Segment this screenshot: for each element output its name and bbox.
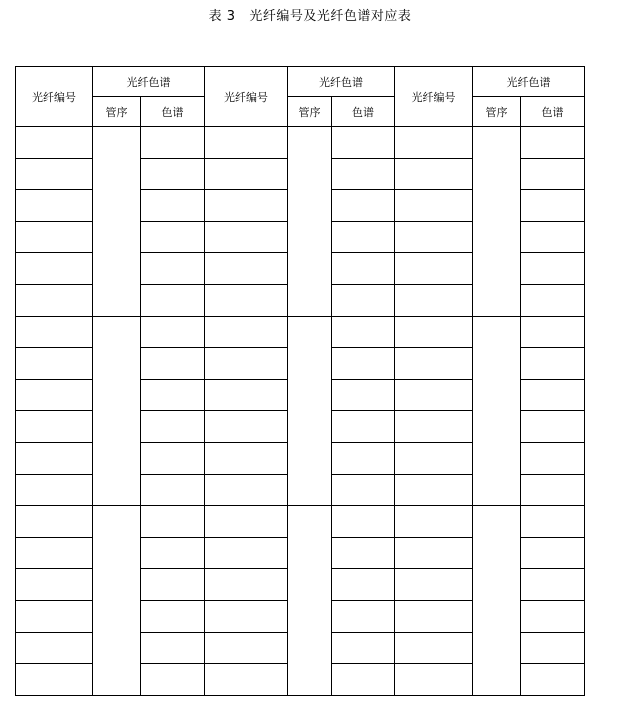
color-cell: [521, 284, 585, 316]
header-tube-order: 管序: [288, 97, 332, 127]
header-row-sub: [16, 97, 585, 127]
color-cell: [521, 348, 585, 380]
table-row: [16, 506, 585, 538]
color-cell: [141, 442, 205, 474]
color-cell: [332, 442, 395, 474]
tube-order-cell: [288, 506, 332, 696]
color-cell: [332, 190, 395, 222]
fiber-number-cell: [205, 664, 288, 696]
tube-order-cell: [473, 127, 521, 317]
fiber-number-cell: [395, 411, 473, 443]
color-cell: [521, 221, 585, 253]
header-fiber-color-code: 光纤色谱: [288, 67, 395, 97]
color-cell: [332, 348, 395, 380]
color-cell: [141, 664, 205, 696]
fiber-number-cell: [395, 316, 473, 348]
fiber-number-cell: [16, 379, 93, 411]
fiber-number-cell: [205, 127, 288, 159]
fiber-number-cell: [205, 316, 288, 348]
tube-order-cell: [473, 316, 521, 506]
color-cell: [521, 127, 585, 159]
color-cell: [141, 537, 205, 569]
color-cell: [521, 632, 585, 664]
fiber-number-cell: [205, 442, 288, 474]
fiber-number-cell: [395, 284, 473, 316]
color-cell: [521, 664, 585, 696]
color-cell: [521, 379, 585, 411]
table-row: [16, 316, 585, 348]
tube-order-cell: [288, 127, 332, 317]
color-cell: [521, 190, 585, 222]
color-cell: [521, 442, 585, 474]
color-cell: [332, 569, 395, 601]
color-cell: [521, 316, 585, 348]
color-cell: [521, 600, 585, 632]
fiber-number-cell: [16, 506, 93, 538]
fiber-number-cell: [205, 158, 288, 190]
fiber-number-cell: [16, 600, 93, 632]
fiber-number-cell: [16, 190, 93, 222]
fiber-number-cell: [395, 253, 473, 285]
fiber-number-cell: [395, 379, 473, 411]
fiber-number-cell: [205, 253, 288, 285]
fiber-number-cell: [205, 221, 288, 253]
color-cell: [332, 664, 395, 696]
color-cell: [521, 569, 585, 601]
color-cell: [332, 316, 395, 348]
fiber-number-cell: [395, 442, 473, 474]
color-cell: [332, 632, 395, 664]
color-cell: [521, 474, 585, 506]
color-cell: [141, 158, 205, 190]
header-color: 色谱: [332, 97, 395, 127]
color-cell: [521, 253, 585, 285]
header-color: 色谱: [521, 97, 585, 127]
fiber-number-cell: [395, 537, 473, 569]
fiber-number-cell: [205, 569, 288, 601]
fiber-number-cell: [16, 348, 93, 380]
header-fiber-number: 光纤编号: [395, 67, 473, 127]
fiber-number-cell: [205, 379, 288, 411]
fiber-number-cell: [395, 664, 473, 696]
tube-order-cell: [93, 127, 141, 317]
color-cell: [141, 348, 205, 380]
color-cell: [141, 379, 205, 411]
fiber-number-cell: [16, 316, 93, 348]
color-cell: [332, 411, 395, 443]
fiber-number-cell: [395, 474, 473, 506]
fiber-number-cell: [16, 284, 93, 316]
table-row: [16, 127, 585, 159]
fiber-number-cell: [205, 411, 288, 443]
header-fiber-color-code: 光纤色谱: [473, 67, 585, 97]
color-cell: [141, 474, 205, 506]
tube-order-cell: [93, 316, 141, 506]
color-cell: [141, 253, 205, 285]
color-cell: [332, 379, 395, 411]
header-row-top: [16, 67, 585, 97]
fiber-number-cell: [395, 190, 473, 222]
color-cell: [332, 506, 395, 538]
fiber-number-cell: [395, 348, 473, 380]
color-cell: [332, 600, 395, 632]
color-cell: [141, 569, 205, 601]
tube-order-cell: [288, 316, 332, 506]
header-fiber-number: 光纤编号: [16, 67, 93, 127]
fiber-number-cell: [395, 632, 473, 664]
tube-order-cell: [93, 506, 141, 696]
fiber-number-cell: [395, 506, 473, 538]
header-tube-order: 管序: [473, 97, 521, 127]
color-cell: [332, 158, 395, 190]
fiber-number-cell: [395, 158, 473, 190]
color-cell: [332, 474, 395, 506]
fiber-number-cell: [16, 253, 93, 285]
fiber-number-cell: [395, 600, 473, 632]
fiber-number-cell: [16, 474, 93, 506]
fiber-number-cell: [16, 411, 93, 443]
fiber-number-cell: [205, 537, 288, 569]
fiber-number-cell: [16, 664, 93, 696]
color-cell: [521, 506, 585, 538]
fiber-number-cell: [205, 284, 288, 316]
color-cell: [141, 284, 205, 316]
color-cell: [141, 506, 205, 538]
header-fiber-color-code: 光纤色谱: [93, 67, 205, 97]
fiber-number-cell: [395, 569, 473, 601]
header-fiber-number: 光纤编号: [205, 67, 288, 127]
fiber-number-cell: [16, 221, 93, 253]
fiber-number-cell: [205, 506, 288, 538]
table-title: 表 3 光纤编号及光纤色谱对应表: [208, 9, 412, 24]
color-cell: [521, 537, 585, 569]
color-cell: [521, 158, 585, 190]
fiber-number-cell: [16, 632, 93, 664]
fiber-number-cell: [205, 632, 288, 664]
header-color: 色谱: [141, 97, 205, 127]
tube-order-cell: [473, 506, 521, 696]
fiber-number-cell: [395, 127, 473, 159]
color-cell: [141, 190, 205, 222]
fiber-number-cell: [16, 537, 93, 569]
color-cell: [332, 127, 395, 159]
color-cell: [332, 221, 395, 253]
fiber-number-cell: [395, 221, 473, 253]
color-cell: [141, 316, 205, 348]
color-cell: [332, 284, 395, 316]
fiber-number-cell: [16, 158, 93, 190]
color-cell: [141, 632, 205, 664]
color-cell: [521, 411, 585, 443]
fiber-number-cell: [16, 127, 93, 159]
fiber-color-table: [15, 66, 585, 696]
color-cell: [141, 221, 205, 253]
fiber-number-cell: [205, 348, 288, 380]
fiber-number-cell: [205, 190, 288, 222]
fiber-number-cell: [205, 474, 288, 506]
fiber-number-cell: [16, 442, 93, 474]
table-body: [16, 127, 585, 696]
color-cell: [141, 411, 205, 443]
color-cell: [332, 537, 395, 569]
color-cell: [141, 600, 205, 632]
header-tube-order: 管序: [93, 97, 141, 127]
color-cell: [141, 127, 205, 159]
fiber-number-cell: [16, 569, 93, 601]
color-cell: [332, 253, 395, 285]
fiber-number-cell: [205, 600, 288, 632]
